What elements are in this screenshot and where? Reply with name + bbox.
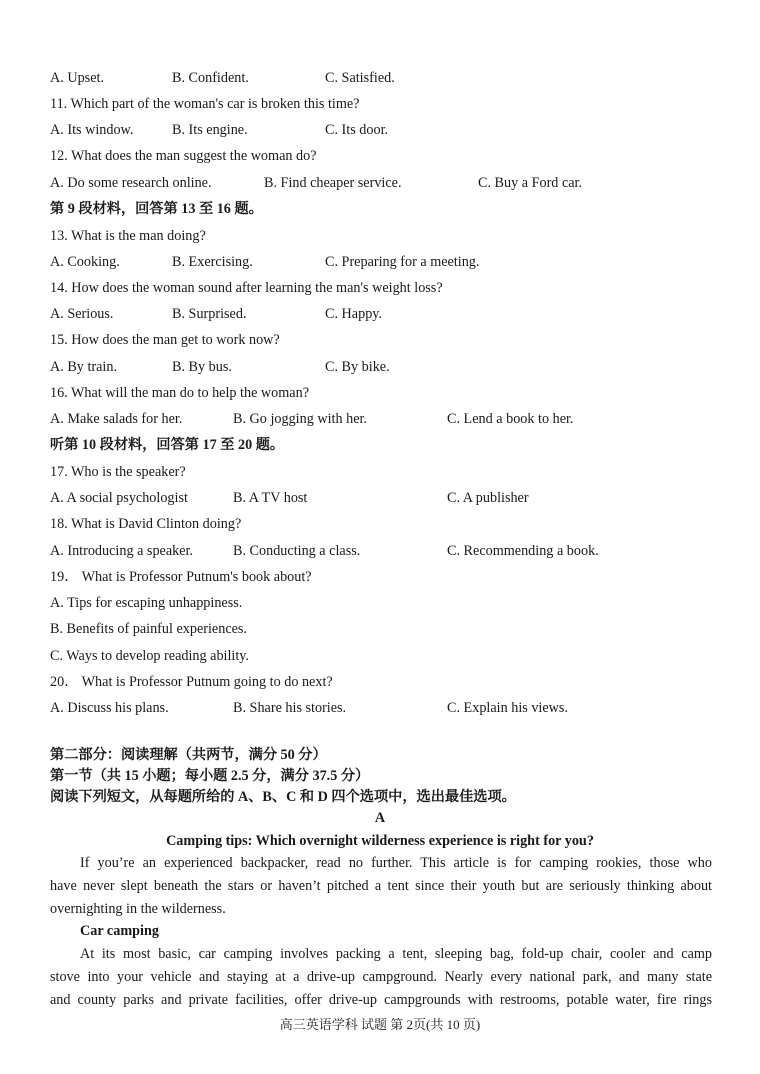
paragraph-2-line-3: and county parks and private facilities, offer drive-up campgrounds with restrooms, potable water, fire rings xyxy=(50,992,712,1008)
option-a: A. Discuss his plans. xyxy=(50,700,169,716)
option-b: B. Share his stories. xyxy=(233,700,347,716)
q19-option-a: A. Tips for escaping unhappiness. xyxy=(50,595,243,611)
option-a: A. Its window. xyxy=(50,122,134,138)
option-a: A. By train. xyxy=(50,359,117,375)
option-a: A. Cooking. xyxy=(50,254,120,270)
paragraph-1-line-2: have never slept beneath the stars or haven’t pitched a tent since their youth but are seriously thinking about xyxy=(50,878,712,894)
question-15: 15. How does the man get to work now? xyxy=(50,332,280,348)
option-c: C. Its door. xyxy=(325,122,389,138)
page-footer: 高三英语学科 试题 第 2页(共 10 页) xyxy=(279,1017,481,1032)
option-c: C. Explain his views. xyxy=(447,700,568,716)
option-b: B. Confident. xyxy=(172,70,249,86)
option-b: B. Conducting a class. xyxy=(233,543,361,559)
question-12: 12. What does the man suggest the woman do? xyxy=(50,148,317,164)
option-c: C. By bike. xyxy=(325,359,390,375)
passage-title: Camping tips: Which overnight wilderness experience is right for you? xyxy=(166,833,594,849)
option-c: C. Recommending a book. xyxy=(447,543,599,559)
paragraph-1-line-1: If you’re an experienced backpacker, read no further. This article is for camping rookies, those who xyxy=(80,855,712,871)
q19-option-b: B. Benefits of painful experiences. xyxy=(50,621,247,637)
option-c: C. Happy. xyxy=(325,306,383,322)
option-c: C. A publisher xyxy=(447,490,529,506)
option-c: C. Satisfied. xyxy=(325,70,395,86)
paragraph-2-line-2: stove into your vehicle and staying at a drive-up campground. Nearly every national park, and many state xyxy=(50,969,712,985)
paragraph-2-line-1: At its most basic, car camping involves packing a tent, sleeping bag, fold-up chair, cooler and camp xyxy=(80,946,712,962)
option-b: B. Find cheaper service. xyxy=(264,175,402,191)
option-b: B. Its engine. xyxy=(172,122,248,138)
option-c: C. Buy a Ford car. xyxy=(478,175,583,191)
q19-option-c: C. Ways to develop reading ability. xyxy=(50,648,250,664)
part-two-title: 第二部分：阅读理解（共两节，满分 50 分） xyxy=(50,747,327,763)
option-b: B. By bus. xyxy=(172,359,232,375)
question-14: 14. How does the woman sound after learning the man's weight loss? xyxy=(50,280,443,296)
option-a: A. Do some research online. xyxy=(50,175,212,191)
passage-letter: A xyxy=(374,810,386,826)
section-one-title: 第一节（共 15 小题；每小题 2.5 分，满分 37.5 分） xyxy=(50,768,370,784)
question-13: 13. What is the man doing? xyxy=(50,228,206,244)
question-19: 19． What is Professor Putnum's book about? xyxy=(50,569,312,585)
option-c: C. Lend a book to her. xyxy=(447,411,574,427)
instructions: 阅读下列短文，从每题所给的 A、B、C 和 D 四个选项中，选出最佳选项。 xyxy=(50,789,516,805)
option-a: A. Upset. xyxy=(50,70,104,86)
option-b: B. Go jogging with her. xyxy=(233,411,367,427)
paragraph-1-line-3: overnighting in the wilderness. xyxy=(50,901,226,917)
option-a: A. Serious. xyxy=(50,306,114,322)
question-11: 11. Which part of the woman's car is broken this time? xyxy=(50,96,360,112)
question-20: 20． What is Professor Putnum going to do next? xyxy=(50,674,333,690)
question-18: 18. What is David Clinton doing? xyxy=(50,516,242,532)
option-a: A. Introducing a speaker. xyxy=(50,543,194,559)
option-a: A. Make salads for her. xyxy=(50,411,183,427)
option-c: C. Preparing for a meeting. xyxy=(325,254,480,270)
section-heading-9: 第 9 段材料，回答第 13 至 16 题。 xyxy=(50,201,263,217)
option-b: B. A TV host xyxy=(233,490,308,506)
question-16: 16. What will the man do to help the woman? xyxy=(50,385,309,401)
section-heading-10: 听第 10 段材料，回答第 17 至 20 题。 xyxy=(50,437,285,453)
option-a: A. A social psychologist xyxy=(50,490,188,506)
option-b: B. Surprised. xyxy=(172,306,247,322)
subheading-car-camping: Car camping xyxy=(80,923,159,939)
question-17: 17. Who is the speaker? xyxy=(50,464,186,480)
option-b: B. Exercising. xyxy=(172,254,253,270)
